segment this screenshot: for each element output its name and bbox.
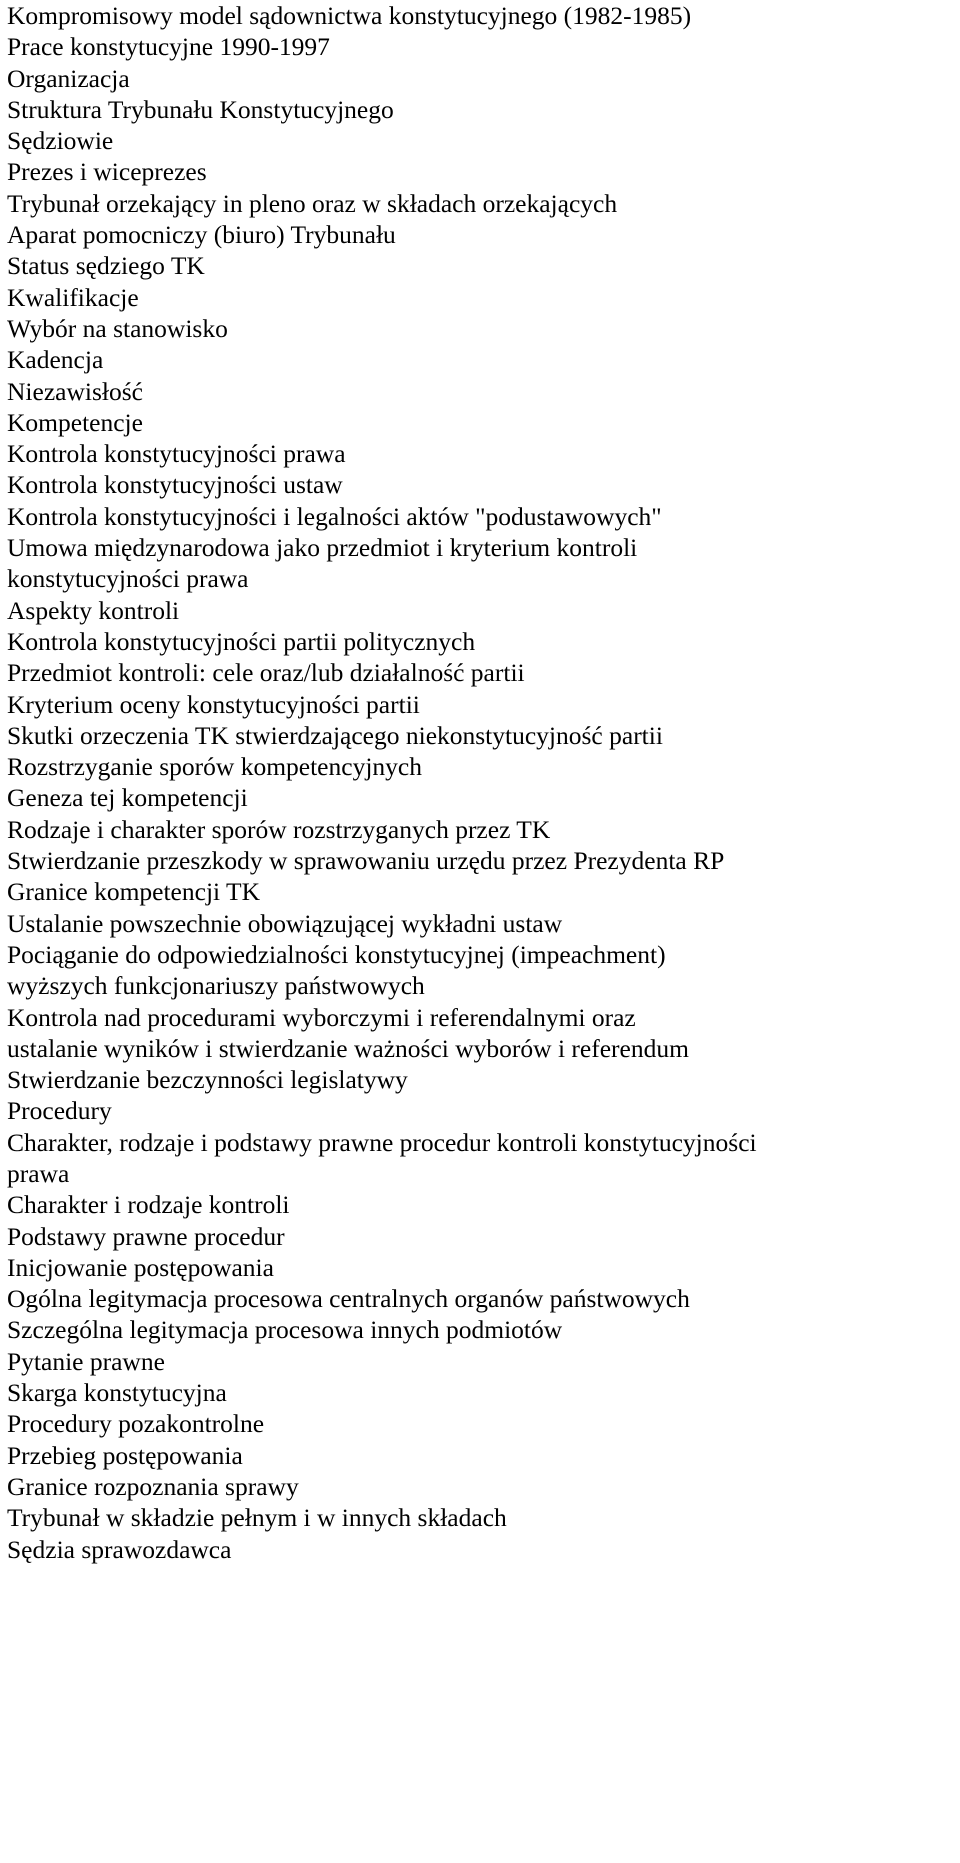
text-line: Umowa międzynarodowa jako przedmiot i kryterium kontroli <box>7 533 638 563</box>
text-line: Pytanie prawne <box>7 1346 165 1376</box>
text-line: Kadencja <box>7 345 104 375</box>
text-line: Geneza tej kompetencji <box>7 783 248 813</box>
text-line: Sędziowie <box>7 126 114 156</box>
text-line: Skarga konstytucyjna <box>7 1378 227 1408</box>
text-line: Przebieg postępowania <box>7 1440 243 1470</box>
text-line: Kontrola konstytucyjności partii politycznych <box>7 626 476 656</box>
text-line: Kompromisowy model sądownictwa konstytucyjnego (1982-1985) <box>7 1 692 30</box>
text-line: Niezawisłość <box>7 376 143 406</box>
text-line: Struktura Trybunału Konstytucyjnego <box>7 94 394 124</box>
text-line: Kontrola konstytucyjności i legalności aktów "podustawowych" <box>7 501 662 531</box>
text-line: Kontrola nad procedurami wyborczymi i referendalnymi oraz <box>7 1002 636 1032</box>
text-line: Podstawy prawne procedur <box>7 1221 285 1251</box>
text-line: Ogólna legitymacja procesowa centralnych organów państwowych <box>7 1284 690 1314</box>
text-line: Kontrola konstytucyjności prawa <box>7 439 346 469</box>
text-line: Prezes i wiceprezes <box>7 157 207 187</box>
text-line: Skutki orzeczenia TK stwierdzającego niekonstytucyjność partii <box>7 720 663 750</box>
text-line: Rozstrzyganie sporów kompetencyjnych <box>7 752 422 782</box>
document-text <box>7 0 957 1565</box>
text-line: Stwierdzanie przeszkody w sprawowaniu urzędu przez Prezydenta RP <box>7 846 725 876</box>
text-line: Inicjowanie postępowania <box>7 1252 274 1282</box>
text-line: Procedury <box>7 1096 112 1126</box>
text-line: Rodzaje i charakter sporów rozstrzyganych przez TK <box>7 814 551 844</box>
text-line: Kontrola konstytucyjności ustaw <box>7 470 343 500</box>
text-line: Przedmiot kontroli: cele oraz/lub działalność partii <box>7 658 525 688</box>
text-line: Granice kompetencji TK <box>7 877 261 907</box>
text-line: Szczególna legitymacja procesowa innych podmiotów <box>7 1315 563 1345</box>
text-line: Procedury pozakontrolne <box>7 1409 265 1439</box>
text-line: Trybunał orzekający in pleno oraz w składach orzekających <box>7 188 618 218</box>
text-line: konstytucyjności prawa <box>7 564 249 594</box>
text-line: Granice rozpoznania sprawy <box>7 1471 299 1501</box>
text-line: wyższych funkcjonariuszy państwowych <box>7 971 425 1001</box>
text-line: ustalanie wyników i stwierdzanie ważności wyborów i referendum <box>7 1033 689 1063</box>
text-line: Stwierdzanie bezczynności legislatywy <box>7 1065 408 1095</box>
text-line: Charakter i rodzaje kontroli <box>7 1190 290 1220</box>
text-line: Sędzia sprawozdawca <box>7 1534 232 1564</box>
text-line: Ustalanie powszechnie obowiązującej wykładni ustaw <box>7 908 563 938</box>
text-line: prawa <box>7 1158 70 1188</box>
text-line: Kryterium oceny konstytucyjności partii <box>7 689 420 719</box>
text-line: Wybór na stanowisko <box>7 313 228 343</box>
text-line: Aspekty kontroli <box>7 595 180 625</box>
text-line: Aparat pomocniczy (biuro) Trybunału <box>7 220 396 250</box>
text-line: Kompetencje <box>7 407 143 437</box>
text-line: Pociąganie do odpowiedzialności konstytucyjnej (impeachment) <box>7 939 666 969</box>
text-line: Kwalifikacje <box>7 282 139 312</box>
text-line: Prace konstytucyjne 1990-1997 <box>7 32 330 62</box>
text-line: Status sędziego TK <box>7 251 205 281</box>
text-line: Organizacja <box>7 63 130 93</box>
text-line: Charakter, rodzaje i podstawy prawne procedur kontroli konstytucyjności <box>7 1127 757 1157</box>
text-line: Trybunał w składzie pełnym i w innych składach <box>7 1503 507 1533</box>
